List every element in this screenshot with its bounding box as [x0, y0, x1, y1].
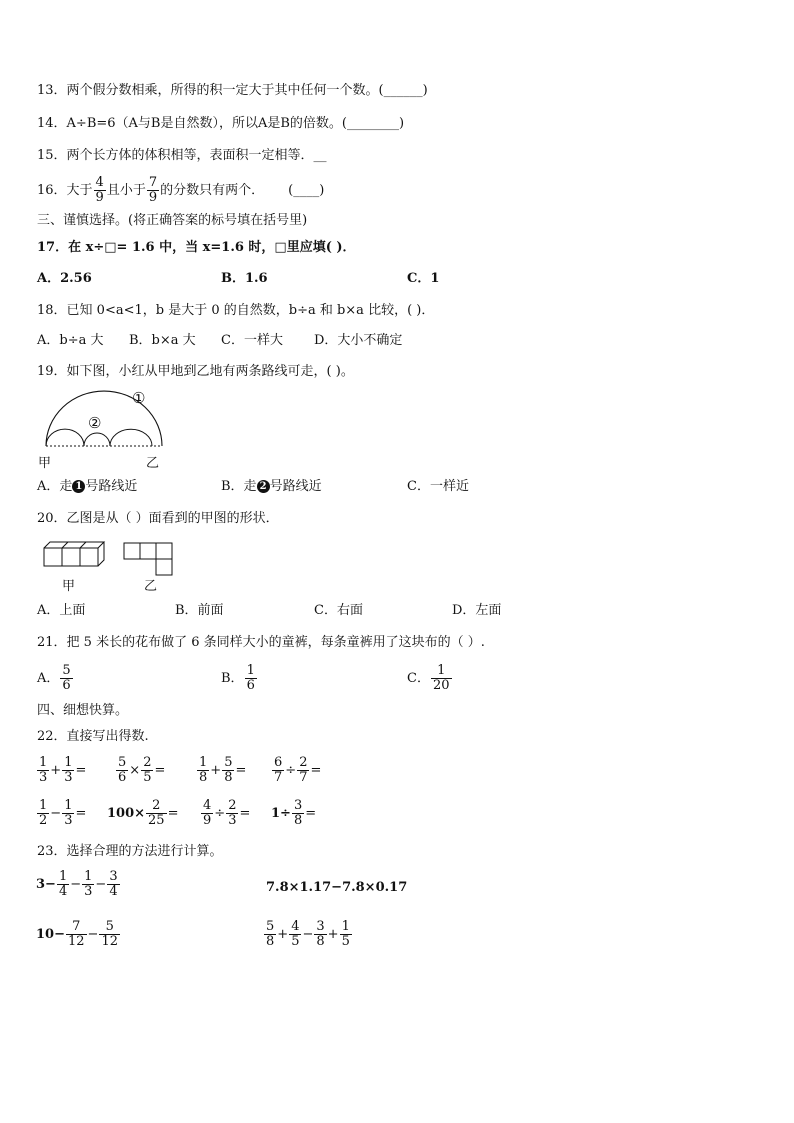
q20-option-c: C．右面 [314, 603, 363, 618]
section-4-title: 四、细想快算。 [37, 703, 129, 718]
q18-option-c: C．一样大 [221, 333, 283, 348]
circled-number-2: 2 [257, 480, 270, 493]
q20-figure-b-view [123, 542, 179, 578]
q21-option-a: A． $\frac{5}{6}$ [37, 663, 71, 693]
question-19: 19．如下图，小红从甲地到乙地有两条路线可走，( )。 [37, 364, 354, 379]
q16-prefix: 16．大于 [37, 183, 93, 198]
circled-number-1: 1 [72, 480, 85, 493]
q20-option-a: A．上面 [37, 603, 86, 618]
q17-option-c: C．1 [407, 271, 440, 286]
q23-expr-1: 3− $\frac{1}{4}$ − $\frac{1}{3}$ − $\frac{3}{4}$ [36, 869, 118, 899]
q16-fraction-1: $\frac{4}{9}$ [95, 175, 104, 205]
q22-expr-7: $\frac{4}{9}$ ÷ $\frac{2}{3}$ = [203, 798, 251, 828]
q20-option-d: D．左面 [452, 603, 502, 618]
q17-option-a: A．2.56 [37, 271, 92, 286]
question-21: 21．把 5 米长的花布做了 6 条同样大小的童裤，每条童裤用了这块布的（ ）. [37, 635, 485, 650]
q20-figure-a-label: 甲 [62, 579, 76, 594]
q20-figure-a-cubes [42, 540, 112, 574]
section-3-title: 三、谨慎选择。(将正确答案的标号填在括号里) [37, 213, 308, 228]
q22-expr-8: 1÷ $\frac{3}{8}$ = [271, 798, 317, 828]
question-23: 23．选择合理的方法进行计算。 [37, 844, 223, 859]
question-15: 15．两个长方体的体积相等，表面积一定相等．__ [37, 148, 327, 163]
q19-route-2-label: ② [88, 414, 102, 432]
q23-expr-2: 7.8×1.17−7.8×0.17 [266, 880, 408, 895]
q18-option-b: B．b×a 大 [129, 333, 196, 348]
question-17: 17．在 x÷□= 1.6 中，当 x=1.6 时，□里应填( )． [37, 240, 356, 255]
q22-expr-5: $\frac{1}{2}$ − $\frac{1}{3}$ = [39, 798, 87, 828]
q18-option-a: A．b÷a 大 [37, 333, 104, 348]
q21-option-b: B． $\frac{1}{6}$ [221, 663, 255, 693]
q19-route-1-label: ① [132, 389, 146, 407]
q19-option-a: A．走 1 号路线近 [37, 479, 138, 494]
q20-option-b: B．前面 [175, 603, 224, 618]
q19-end-label: 乙 [146, 456, 160, 471]
q22-expr-4: $\frac{6}{7}$ ÷ $\frac{2}{7}$ = [274, 755, 322, 785]
q19-option-b: B．走 2 号路线近 [221, 479, 322, 494]
q22-expr-1: $\frac{1}{3}$ + $\frac{1}{3}$ = [39, 755, 87, 785]
q19-option-c: C．一样近 [407, 479, 469, 494]
q16-fraction-2: $\frac{7}{9}$ [148, 175, 158, 205]
question-20: 20．乙图是从（ ）面看到的甲图的形状． [37, 511, 279, 526]
q22-expr-3: $\frac{1}{8}$ + $\frac{5}{8}$ = [199, 755, 247, 785]
q16-blank: (____) [288, 183, 325, 198]
q19-route-diagram [40, 388, 170, 452]
question-14: 14．A÷B=6（A与B是自然数），所以A是B的倍数。(________) [37, 116, 405, 131]
q21-option-c: C． $\frac{1}{20}$ [407, 663, 450, 693]
question-22: 22．直接写出得数. [37, 729, 149, 744]
q18-option-d: D．大小不确定 [314, 333, 403, 348]
question-16: 16．大于 $\frac{4}{9}$ 且小于 $\frac{7}{9}$ 的分数只有两个． (____) [37, 175, 325, 205]
q20-figure-b-label: 乙 [144, 579, 158, 594]
q19-start-label: 甲 [38, 456, 52, 471]
q23-expr-4: $\frac{5}{8}$ + $\frac{4}{5}$ − $\frac{3}{8}$ + $\frac{1}{5}$ [266, 919, 350, 949]
question-18: 18．已知 0<a<1，b 是大于 0 的自然数，b÷a 和 b×a 比较，( )． [37, 303, 435, 318]
q22-expr-2: $\frac{5}{6}$ × $\frac{2}{5}$ = [118, 755, 166, 785]
q22-expr-6: 100× $\frac{2}{25}$ = [107, 798, 179, 828]
q17-option-b: B．1.6 [221, 271, 268, 286]
question-13: 13．两个假分数相乘，所得的积一定大于其中任何一个数。(______) [37, 83, 428, 98]
q23-expr-3: 10− $\frac{7}{12}$ − $\frac{5}{12}$ [36, 919, 118, 949]
